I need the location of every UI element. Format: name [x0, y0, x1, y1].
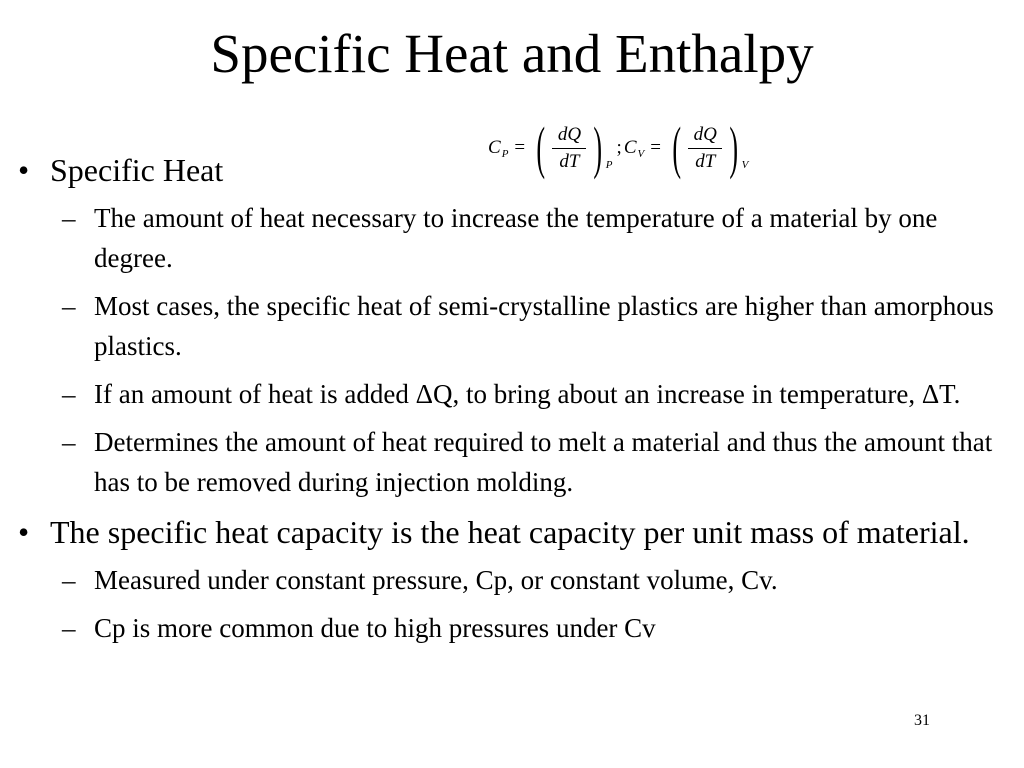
- bullet-text: The specific heat capacity is the heat capacity per unit mass of material.: [50, 514, 970, 550]
- bullet-heat-capacity: [14, 512, 1014, 552]
- slide-body: [14, 150, 1014, 648]
- sub-bullet: [14, 286, 1014, 366]
- p-subscript: P: [605, 159, 613, 171]
- dash-icon: –: [62, 203, 76, 233]
- left-paren-1: (: [536, 115, 546, 180]
- dash-icon: –: [62, 291, 76, 321]
- left-paren-2: (: [672, 115, 681, 180]
- sub-bullet: [14, 374, 1014, 414]
- right-paren-1: ): [593, 115, 603, 180]
- equals-sign-2: =: [650, 137, 661, 158]
- dash-icon: –: [62, 565, 76, 595]
- right-paren-2: ): [729, 115, 739, 180]
- formula-separator: ;: [616, 137, 622, 158]
- cp-denominator: dT: [559, 150, 580, 172]
- cv-subscript: V: [637, 148, 645, 160]
- cv-denominator: dT: [695, 150, 716, 172]
- bullet-icon: •: [18, 152, 30, 188]
- page-number: 31: [914, 712, 930, 729]
- sub-bullet-text: Cp is more common due to high pressures under Cv: [94, 613, 656, 643]
- bullet-specific-heat: [14, 150, 1014, 190]
- cp-symbol: C: [488, 137, 501, 158]
- dash-icon: –: [62, 379, 76, 409]
- sub-bullet-text: The amount of heat necessary to increase the temperature of a material by one degree.: [94, 203, 938, 273]
- v-subscript: V: [741, 159, 749, 171]
- equals-sign-1: =: [514, 137, 526, 158]
- sub-bullet: [14, 198, 1014, 278]
- dash-icon: –: [62, 613, 76, 643]
- sub-bullet-text: Most cases, the specific heat of semi-crystalline plastics are higher than amorphous plastics.: [94, 291, 994, 361]
- cv-symbol: C: [623, 137, 637, 158]
- cv-numerator: dQ: [693, 123, 717, 145]
- bullet-text: Specific Heat: [50, 152, 224, 188]
- cp-subscript: P: [501, 148, 509, 160]
- sub-bullet: [14, 560, 1014, 600]
- sub-bullet-text: Measured under constant pressure, Cp, or constant volume, Cv.: [94, 565, 778, 595]
- sub-bullet: [14, 608, 1014, 648]
- dash-icon: –: [62, 427, 76, 457]
- sub-bullet: [14, 422, 1014, 502]
- sub-bullet-text: Determines the amount of heat required to melt a material and thus the amount that has to be removed during injection molding.: [94, 427, 993, 497]
- cp-numerator: dQ: [557, 123, 582, 145]
- sub-bullet-text: If an amount of heat is added ΔQ, to bring about an increase in temperature, ΔT.: [94, 379, 961, 409]
- bullet-icon: •: [18, 514, 30, 550]
- slide-title: Specific Heat and Enthalpy: [210, 23, 814, 84]
